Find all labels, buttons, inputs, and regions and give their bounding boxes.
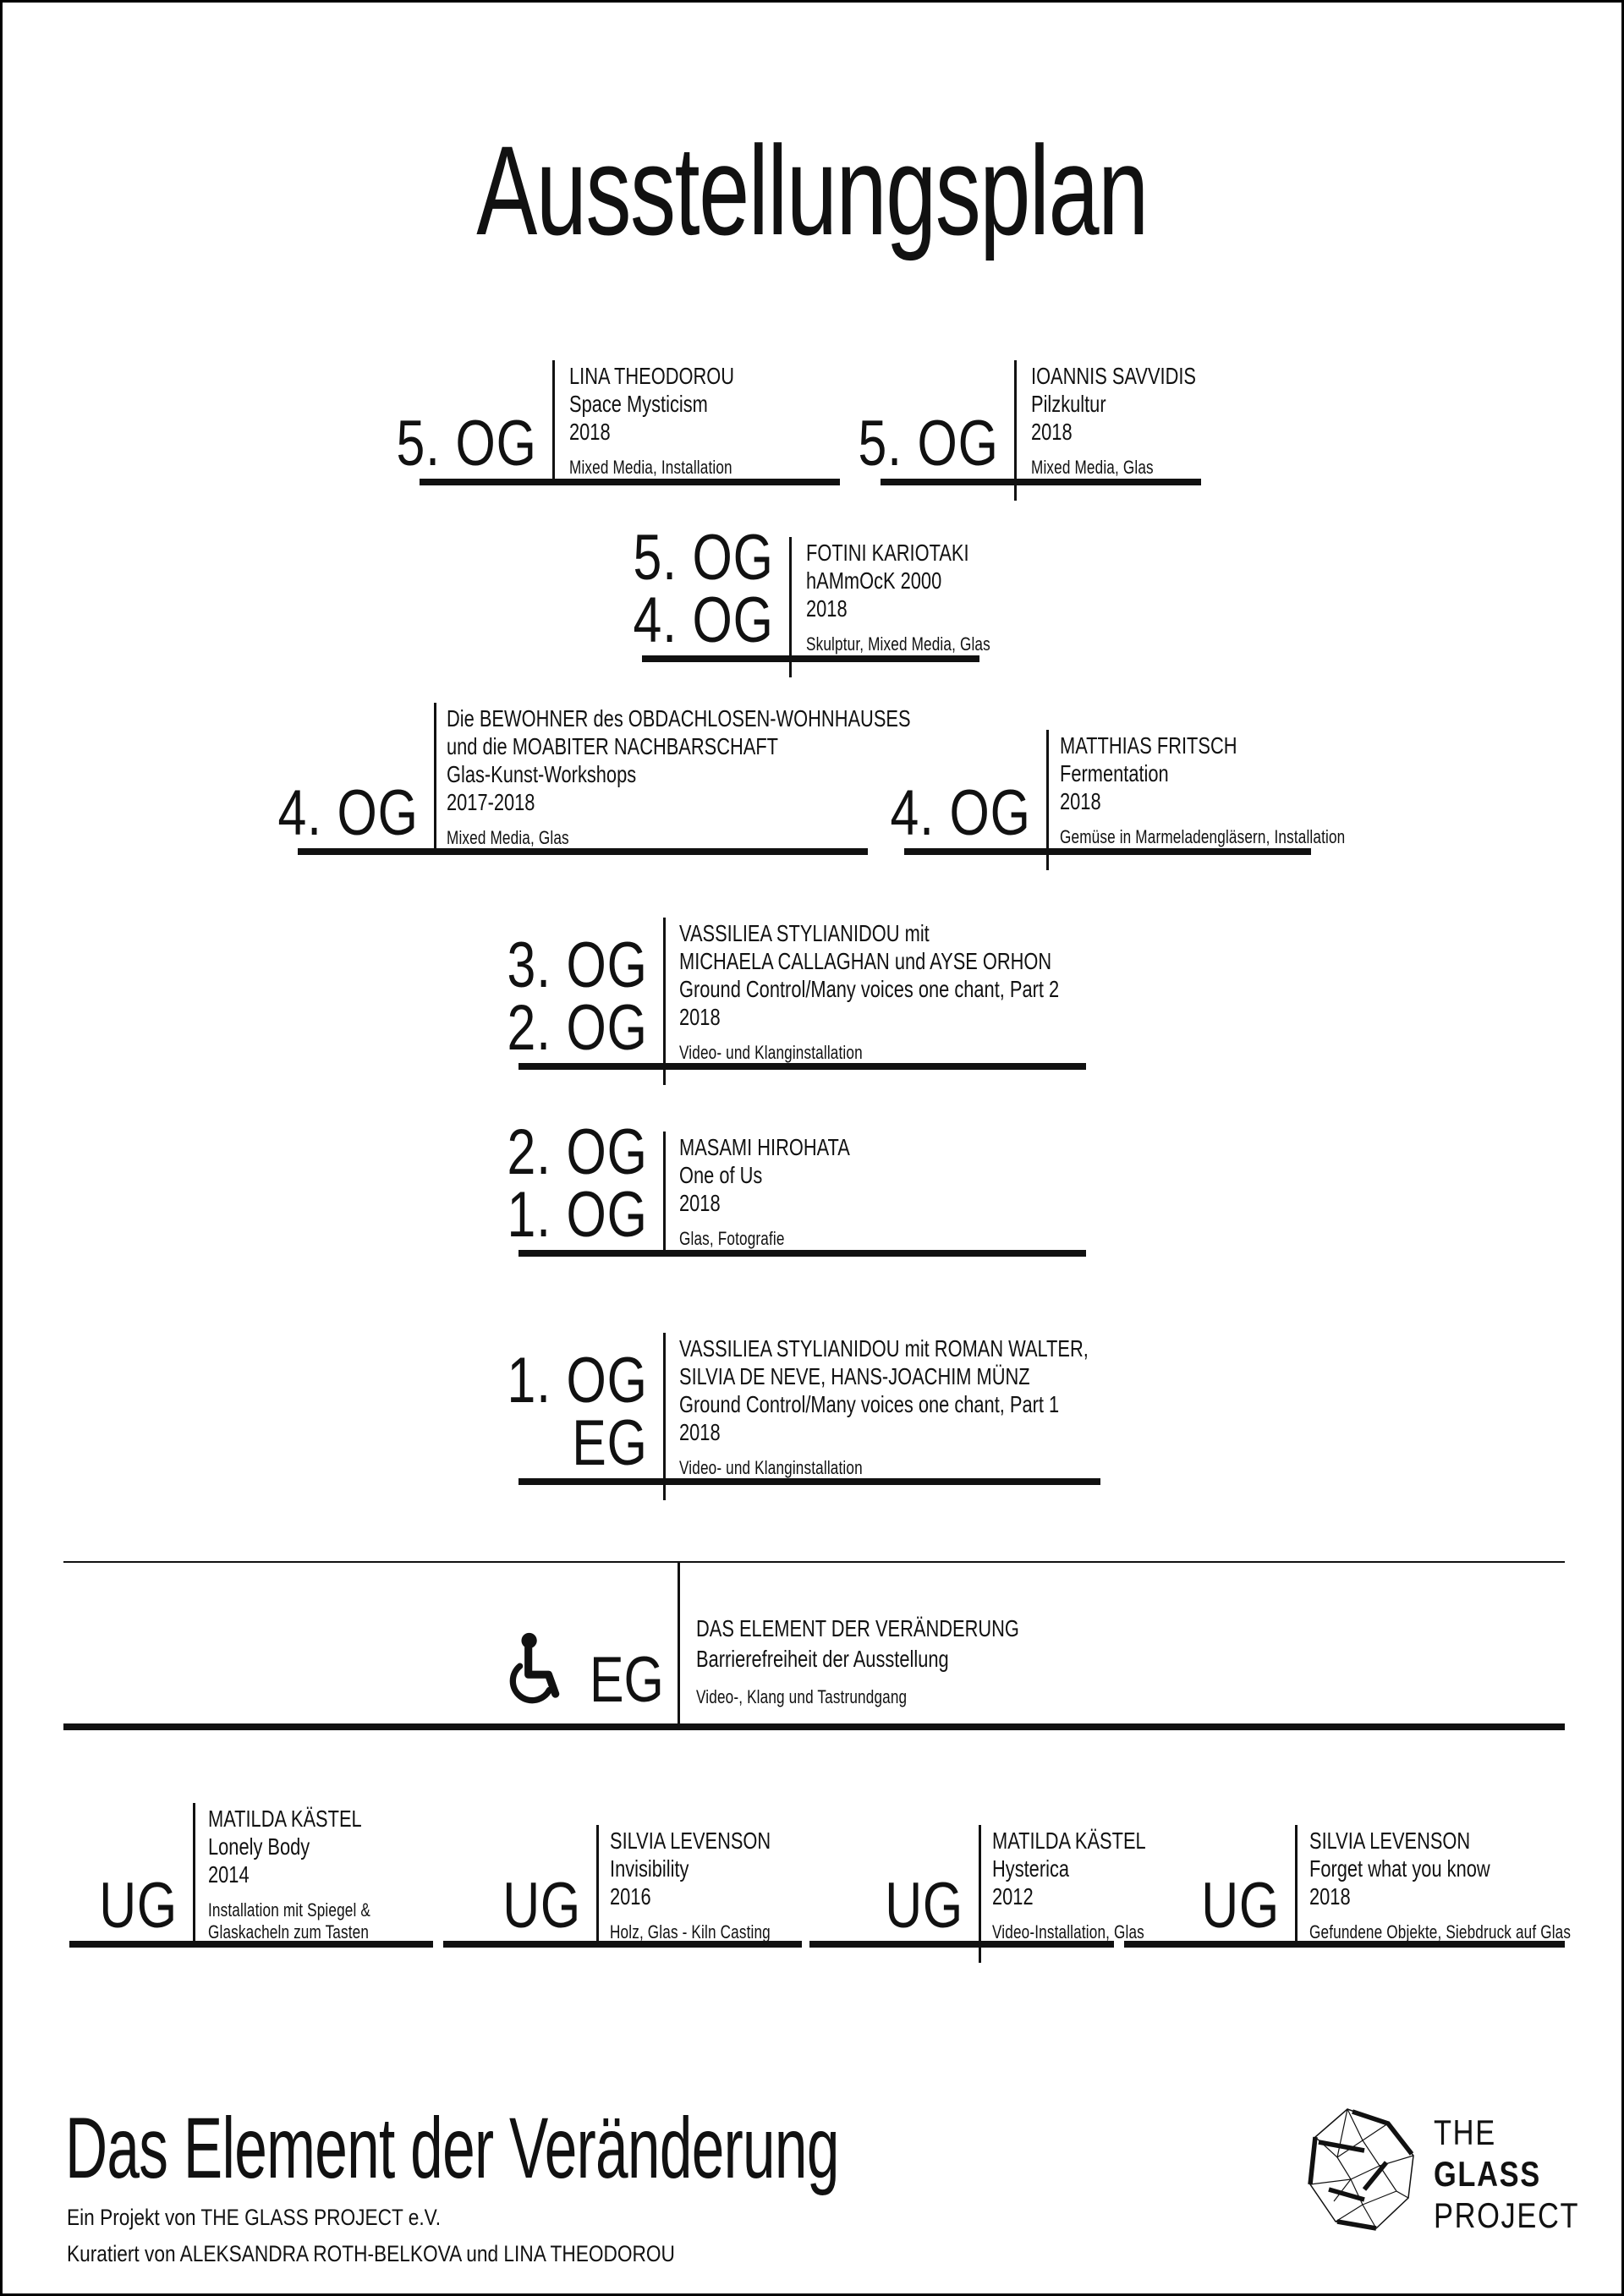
divider-line <box>1295 1825 1298 1941</box>
work-medium: Gemüse in Marmeladengläsern, Installation <box>1060 826 1346 847</box>
divider-line <box>663 1333 666 1500</box>
divider-line <box>663 918 666 1085</box>
artist-name: SILVIA LEVENSON <box>610 1827 771 1854</box>
glass-project-logo-icon <box>1303 2105 1422 2237</box>
artist-name: Die BEWOHNER des OBDACHLOSEN-WOHNHAUSES <box>447 705 911 732</box>
floor-label: UG <box>99 1870 178 1942</box>
artist-name: MASAMI HIROHATA <box>679 1134 850 1160</box>
work-medium: Skulptur, Mixed Media, Glas <box>806 633 990 655</box>
credit-line-curators: Kuratiert von ALEKSANDRA ROTH-BELKOVA und LINA THEODOROU <box>67 2241 675 2266</box>
work-title: One of Us <box>679 1162 763 1188</box>
work-year: 2018 <box>679 1190 721 1216</box>
divider-line <box>596 1825 599 1941</box>
artist-name: FOTINI KARIOTAKI <box>806 540 969 566</box>
work-title: Ground Control/Many voices one chant, Part 2 <box>679 976 1060 1002</box>
floor-label: 2. OG 1. OG <box>507 1116 648 1251</box>
work-year: 2014 <box>208 1861 250 1888</box>
work-medium: Video- und Klanginstallation <box>679 1042 863 1063</box>
exhibit-block-masami-hirohata <box>507 1116 1086 1257</box>
work-year: 2017-2018 <box>447 789 535 815</box>
credits <box>67 2200 675 2272</box>
work-medium: Mixed Media, Glas <box>447 827 569 848</box>
work-medium: Video- und Klanginstallation <box>679 1457 863 1478</box>
divider-line <box>434 703 436 848</box>
logo-word-project: PROJECT <box>1434 2195 1580 2235</box>
work-title: hAMmOcK 2000 <box>806 567 942 594</box>
floor-label: EG <box>590 1644 664 1716</box>
glass-project-logo-text <box>1434 2112 1579 2236</box>
work-title: Pilzkultur <box>1031 391 1106 417</box>
exhibit-block-forget-what-you-know <box>1124 1825 1572 1948</box>
work-title: Fermentation <box>1060 760 1169 786</box>
work-year: 2018 <box>1060 788 1101 814</box>
credit-line-project: Ein Projekt von THE GLASS PROJECT e.V. <box>67 2205 442 2230</box>
exhibit-block-invisibility <box>443 1825 802 1948</box>
section-medium: Video-, Klang und Tastrundgang <box>696 1686 908 1707</box>
floor-label: UG <box>885 1870 963 1942</box>
work-medium: Mixed Media, Installation <box>569 457 732 478</box>
floor-label: 1. OG EG <box>507 1345 648 1479</box>
work-year: 2018 <box>1309 1883 1351 1910</box>
artist-name-2: MICHAELA CALLAGHAN und AYSE ORHON <box>679 948 1052 974</box>
exhibit-block-bewohner-workshops <box>277 703 911 855</box>
artist-name: IOANNIS SAVVIDIS <box>1031 363 1196 389</box>
exhibit-block-lina-theodorou <box>396 360 840 485</box>
floor-label: 5. OG 4. OG <box>633 522 774 656</box>
exhibit-block-ground-control-part2 <box>507 918 1086 1070</box>
floor-label: 4. OG <box>277 777 419 849</box>
exhibit-block-ground-control-part1 <box>507 1333 1100 1485</box>
artist-name: VASSILIEA STYLIANIDOU mit ROMAN WALTER, <box>679 1335 1089 1362</box>
floor-label: 3. OG 2. OG <box>507 929 648 1064</box>
work-title: Ground Control/Many voices one chant, Part 1 <box>679 1391 1060 1417</box>
divider-line <box>552 360 555 479</box>
artist-name: MATILDA KÄSTEL <box>208 1806 362 1832</box>
work-year: 2018 <box>679 1004 721 1030</box>
work-title: Invisibility <box>610 1855 689 1882</box>
work-year: 2018 <box>679 1419 721 1445</box>
section-title: DAS ELEMENT DER VERÄNDERUNG <box>696 1615 1019 1641</box>
page-title: Ausstellungsplan <box>476 119 1148 261</box>
work-year: 2018 <box>1031 419 1073 445</box>
artist-name-2: und die MOABITER NACHBARSCHAFT <box>447 733 779 759</box>
work-title: Glas-Kunst-Workshops <box>447 761 637 787</box>
exhibit-block-lonely-body <box>69 1803 433 1948</box>
divider-line <box>1014 360 1017 501</box>
work-medium-2: Glaskacheln zum Tasten <box>208 1921 370 1943</box>
work-medium: Gefundene Objekte, Siebdruck auf Glas <box>1309 1921 1572 1943</box>
work-medium: Video-Installation, Glas <box>992 1921 1144 1943</box>
divider-line <box>678 1563 680 1723</box>
work-title: Forget what you know <box>1309 1855 1490 1882</box>
logo-word-the: THE <box>1434 2112 1496 2152</box>
artist-name: LINA THEODOROU <box>569 363 734 389</box>
work-title: Space Mysticism <box>569 391 708 417</box>
work-medium: Installation mit Spiegel & <box>208 1899 370 1921</box>
floor-label: 5. OG <box>396 408 537 479</box>
work-title: Hysterica <box>992 1855 1070 1882</box>
divider-line <box>663 1132 666 1250</box>
exhibit-block-fotini-kariotaki <box>633 522 990 662</box>
exhibit-block-matthias-fritsch <box>890 730 1346 855</box>
artist-name: VASSILIEA STYLIANIDOU mit <box>679 920 930 946</box>
work-year: 2018 <box>569 419 611 445</box>
artist-name-2: SILVIA DE NEVE, HANS-JOACHIM MÜNZ <box>679 1363 1030 1389</box>
artist-name: MATILDA KÄSTEL <box>992 1827 1146 1854</box>
exhibit-block-ioannis-savvidis <box>858 360 1201 485</box>
divider-line <box>193 1803 195 1941</box>
work-medium: Mixed Media, Glas <box>1031 457 1154 478</box>
eg-accessibility-section <box>63 1561 1565 1730</box>
divider-line <box>979 1825 981 1963</box>
logo-word-glass: GLASS <box>1434 2154 1541 2194</box>
section-subtitle: Barrierefreiheit der Ausstellung <box>696 1646 949 1672</box>
floor-label: 5. OG <box>858 408 999 479</box>
divider-line <box>1046 730 1049 870</box>
work-year: 2012 <box>992 1883 1034 1910</box>
floor-label: UG <box>502 1870 581 1942</box>
work-year: 2016 <box>610 1883 651 1910</box>
artist-name: MATTHIAS FRITSCH <box>1060 732 1237 759</box>
divider-line <box>789 537 792 677</box>
work-title: Lonely Body <box>208 1833 310 1860</box>
work-year: 2018 <box>806 595 848 622</box>
work-medium: Holz, Glas - Kiln Casting <box>610 1921 771 1943</box>
exhibit-block-hysterica <box>809 1825 1146 1948</box>
floor-label: UG <box>1201 1870 1280 1942</box>
artist-name: SILVIA LEVENSON <box>1309 1827 1471 1854</box>
floor-label: 4. OG <box>890 777 1031 849</box>
wheelchair-icon <box>508 1630 562 1705</box>
exhibition-title: Das Element der Veränderung <box>65 2100 839 2196</box>
work-medium: Glas, Fotografie <box>679 1228 785 1249</box>
